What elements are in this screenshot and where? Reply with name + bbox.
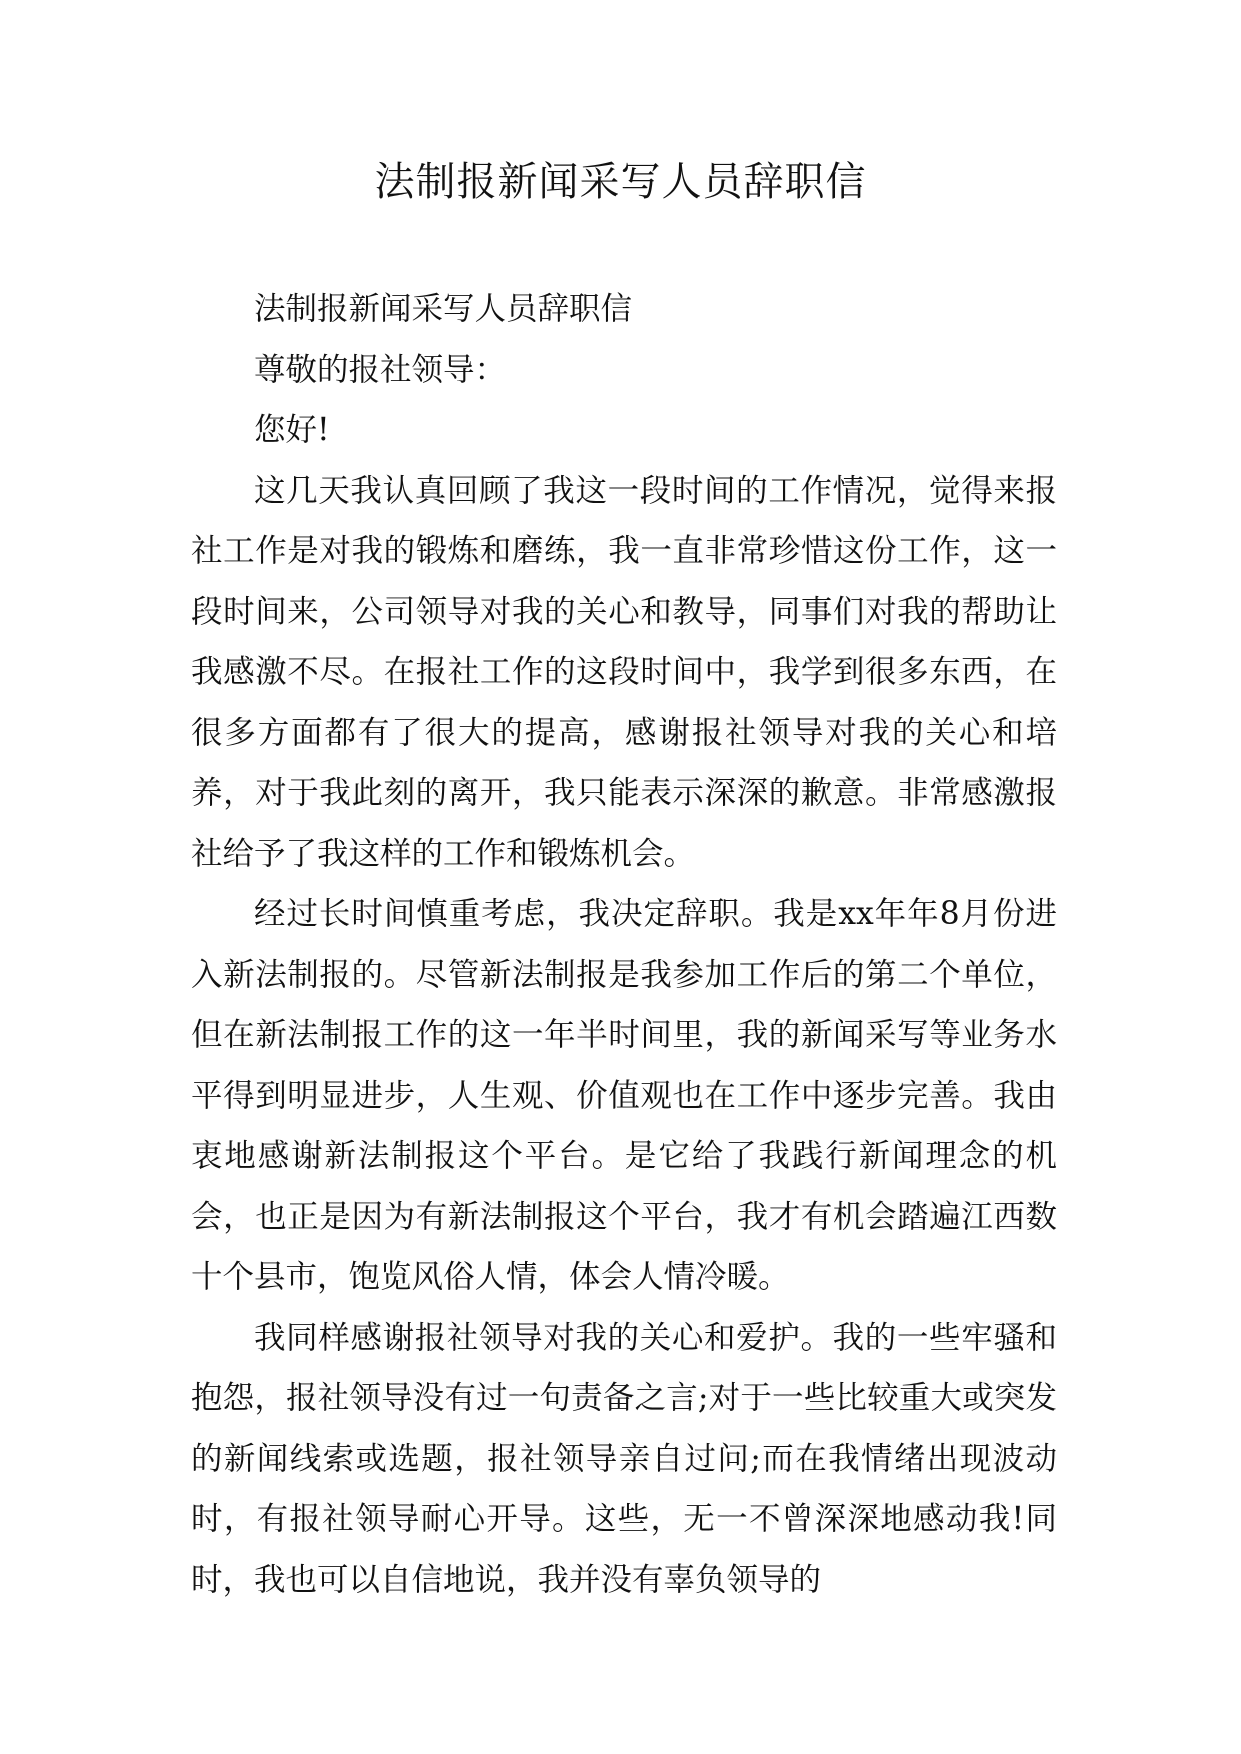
paragraph-thanks-leaders: 我同样感谢报社领导对我的关心和爱护。我的一些牢骚和抱怨，报社领导没有过一句责备之言;对于一些比较重大或突发的新闻线索或选题，报社领导亲自过问;而在我情绪出现波动时，有报社领导耐心开导。这些，无一不曾深深地感动我!同时，我也可以自信地说，我并没有辜负领导的 — [191, 1319, 1057, 1598]
greeting: 您好! — [254, 412, 330, 448]
letter-heading: 法制报新闻采写人员辞职信 — [254, 291, 633, 327]
document-body — [191, 279, 1057, 1610]
document-title: 法制报新闻采写人员辞职信 — [374, 159, 867, 205]
paragraph-resignation: 经过长时间慎重考虑，我决定辞职。我是xx年年8月份进入新法制报的。尽管新法制报是我参加工作后的第二个单位，但在新法制报工作的这一年半时间里，我的新闻采写等业务水平得到明显进步，人生观、价值观也在工作中逐步完善。我由衷地感谢新法制报这个平台。是它给了我践行新闻理念的机会，也正是因为有新法制报这个平台，我才有机会踏遍江西数十个县市，饱览风俗人情，体会人情冷暖。 — [191, 896, 1057, 1295]
paragraph-gratitude: 这几天我认真回顾了我这一段时间的工作情况，觉得来报社工作是对我的锻炼和磨练，我一直非常珍惜这份工作，这一段时间来，公司领导对我的关心和教导，同事们对我的帮助让我感激不尽。在报社工作的这段时间中，我学到很多东西，在很多方面都有了很大的提高，感谢报社领导对我的关心和培养，对于我此刻的离开，我只能表示深深的歉意。非常感激报社给予了我这样的工作和锻炼机会。 — [191, 472, 1057, 872]
salutation: 尊敬的报社领导： — [254, 351, 507, 388]
